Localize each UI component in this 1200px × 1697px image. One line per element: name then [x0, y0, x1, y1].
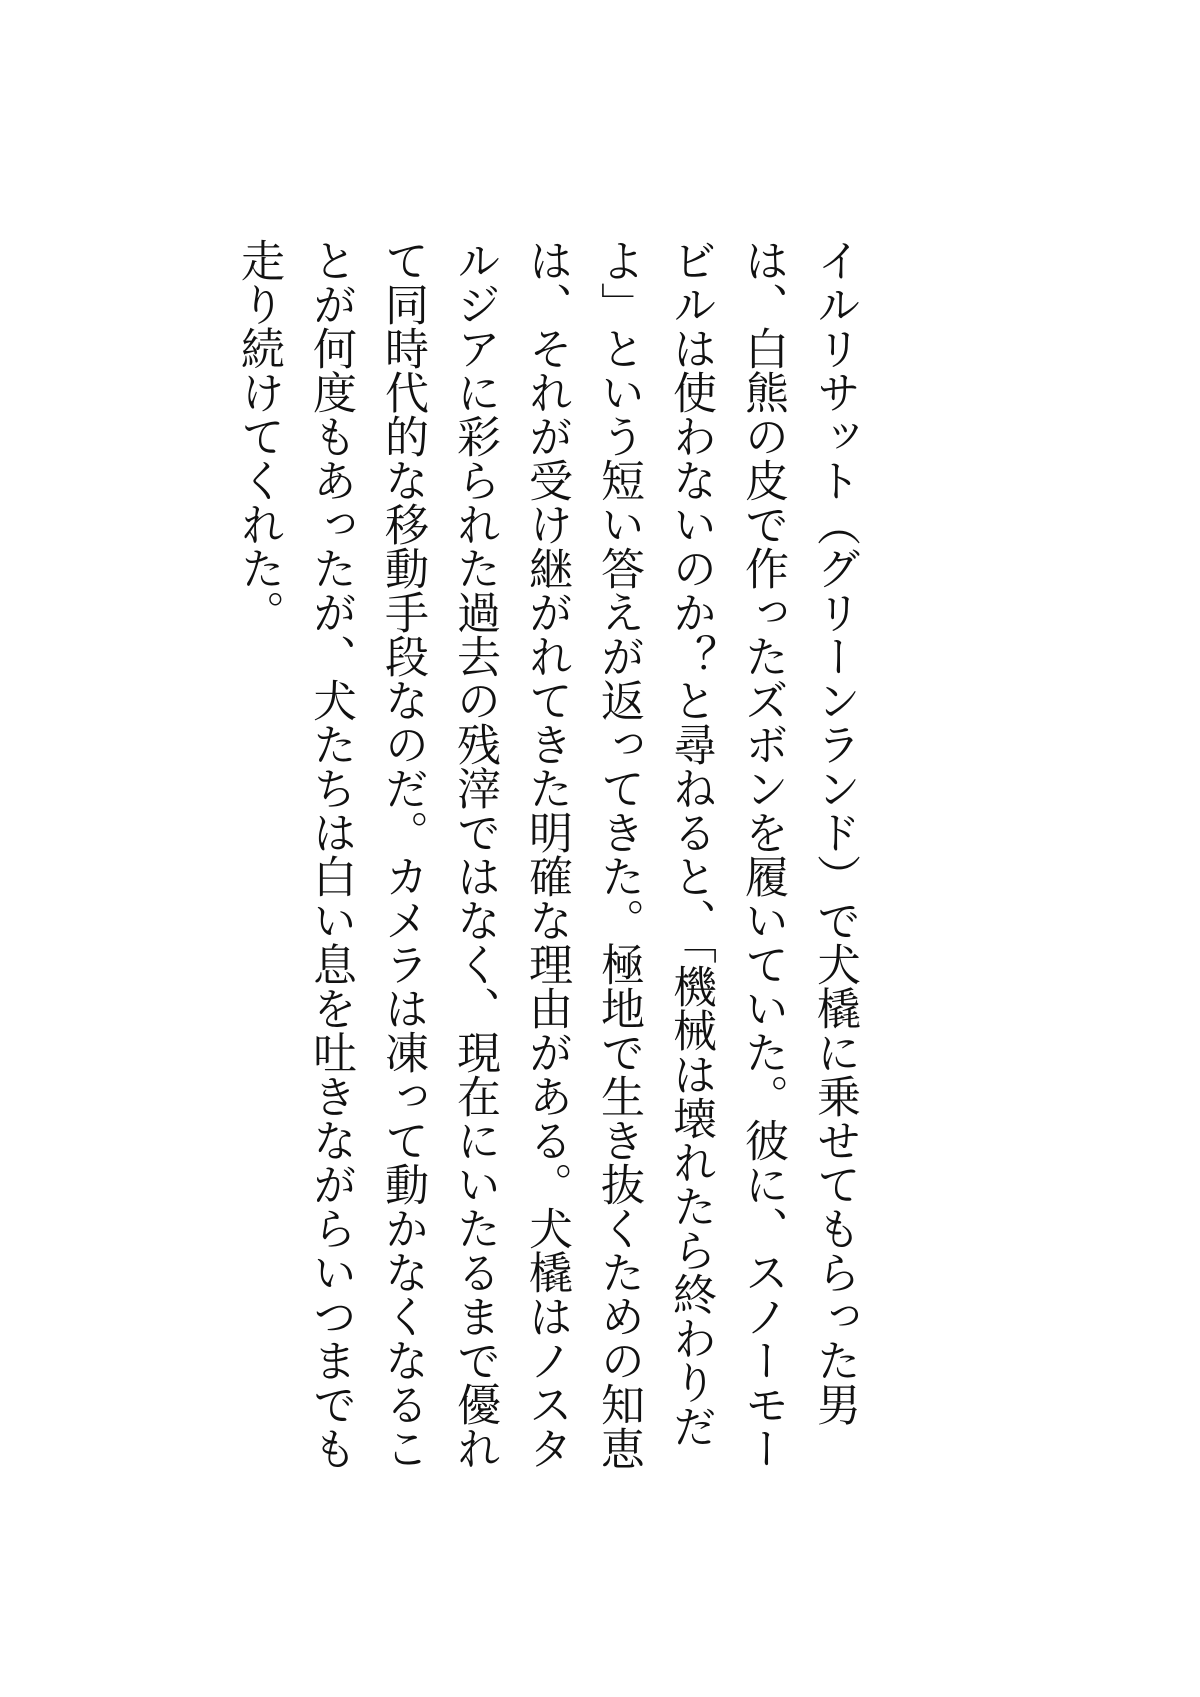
vertical-text-block [222, 238, 870, 1488]
body-paragraph: イルリサット（グリーンランド）で犬橇に乗せてもらった男は、白熊の皮で作ったズボンを履いていた。彼に、スノーモービルは使わないのか？と尋ねると、「機械は壊れたら終わりだよ」という短い答えが返ってきた。極地で生き抜くための知恵は、それが受け継がれてきた明確な理由がある。犬橇はノスタルジアに彩られた過去の残滓ではなく、現在にいたるまで優れて同時代的な移動手段なのだ。カメラは凍って動かなくなることが何度もあったが、犬たちは白い息を吐きながらいつまでも走り続けてくれた。 [233, 238, 860, 1470]
